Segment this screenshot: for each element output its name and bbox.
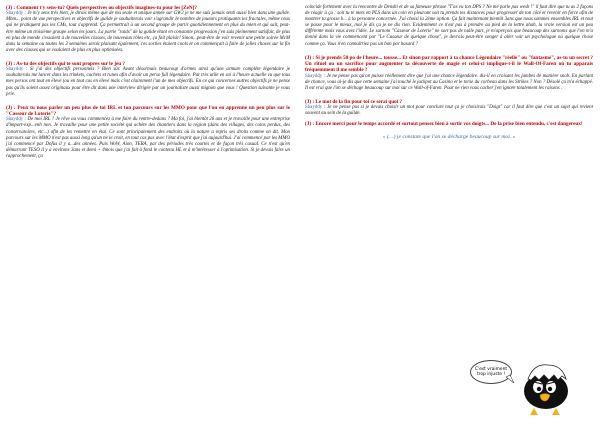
answer-text: : Je ne pense pas qu'on puisse réellement dire que j'ai une chance légendaire. dis-il en croisant les jambes de manière snob. En parlant de chance, vous ai-je dis que cette semaine j'ai touché le jackpot au Casino et le torse du corbeau dans les Strikes ? Non ? Désolé ça m'a échappé. Il est vrai que l'on se déchage beaucoup sur moi sur ce Wall-of-Faren. Pour ne rien vous cacher j'en ignore totalement les raisons .	[305, 73, 593, 91]
right-column	[305, 5, 593, 141]
answer-3-continued: coïncide fortement avec la rencontre de Denshi et de sa fameuse phrase "T'as vu ton DPS ? Ne me parle pas wesh !" il faut dire que tu as 2 façons de réagir à ça : soit tu te mets en PLS dans un coin en pleurant soit tu prends tes distances pour progresser de ton côté et revenir en force afin de montrer ta grosse b... à la personne concernée. J'ai choisi la 2ème option. Ça fait maintenant bientôt 3ans que nous sommes ensembles IRL et tout se passe pour le mieux, moi je dis ça je ne dis rien. Evidemment ce n'est pas à prendre au pied de la lettre ahah, la vraie version est un peu différente mais vous avez l'idée. Le surnom "Casseur de Loterie" ne sort pas de nulle part, je m'aperçois que beaucoup des surnoms que l'on m'a donné dans la vie commencent par "Le Casseur de quelque chose", je devrais peut-être songer à aller voir un psychologue ou quelque chose comme ça. Vous n'en connaîtriez pas un bon par hasard ?	[305, 5, 593, 47]
answer-text: : Je ne pense pas si je devais choisir un mot pour conclure tout ça je choisirais "Doigt" car il faut dire que c'est un sujet qui revient souvent au sein de la guilde.	[305, 105, 593, 117]
question-2: (J) : As-tu des objectifs qui te sont propres sur le jeu ?	[6, 60, 126, 67]
question-4: (J) : Si je prends 50 po de l'heure... tousse... Et sinon par rapport à ta chance Légendaire "réelle" ou "fantasmé", as-tu un secret ? Un rituel ou un sacrifice pour augmenter ta découverte de magie et celui-ci implique-t-il le Wall-Of-Faren où tu apparais fréquemment il me semble ?	[305, 54, 593, 74]
speaker-name: Shayddy	[6, 67, 24, 73]
question-3: (J) : Peux tu nous parler un peu plus de toi IRL et ton parcours sur les MMO pour que l'on en apprenne un peu plus sur le "Casseur de Loterie"?	[6, 104, 290, 118]
answer-2	[6, 67, 290, 97]
answer-text: : De moi IRL ? Je rêve ou vous commencez à me faire du rentre-dedans ? Ma foi, j'ai bientôt 26 ans et je travaille pour une entreprise d'import-exp...enh non. Je travaille pour une petite société qui achète des chantiers dans la région (dans des villages, des coins perdus, des conservatoires, etc...) afin de les remettre en état. Ce sont principalement des endroits où la nature a repris ses droits comme on dit. Mon parcours sur les MMO n'est pas aussi long qu'un ne le croit, en tout cas pas avec l'état d'esprit que j'ai aujourd'hui. J'ai commencé par les MMO j'ai commencé par Dofus il y a...des années. Puis WoW, Aion, TERA, par des périodes très courtes et de façon très casual. Ce n'est qu'en démarrant TESO il y a environs 3ans et demi + 4mois que j'ai fait à fond le contenu HL et à m'intéresser à l'optimisation. Si je devais faire un rapprochement, ça	[6, 117, 290, 159]
answer-text: : Si j'ai des objectifs personnels ? Bien sûr. Avant désormais beaucoup d'armes ainsi qu'une armure complète légendaire je souhaiterais me lancer dans les trinkets, cachets et runes afin d'avoir un perso full légendaire. Par très utile en soi à l'heure actuelle vu que tous mes persos ont tout en élevé (ou en tout cas en élevé mais c'est clairement l'un de mes objectifs. En ce qui concernes autres objectifs je ne pense pas qu'ils soient assez originaux pour être dit dans une interview dirigée par un journaliste aussi mignon que vous ! Question suivante je vous prie.	[6, 67, 290, 97]
bubble-line-2: trop injuste !	[476, 372, 506, 377]
answer-4	[305, 74, 593, 92]
left-column	[6, 5, 290, 160]
question-1: (J) : Comment t'y sens-tu? Quels perspectives ou objectifs imagines-tu pour les [ZeN]?	[6, 5, 197, 11]
speaker-name: Shayddy	[6, 11, 24, 17]
calimero-illustration	[470, 353, 590, 421]
calimero-chick-icon	[504, 353, 588, 421]
answer-1	[6, 11, 290, 54]
question-5: (J) : Le mot de la fin pour toi ce serai quoi ?	[305, 98, 403, 105]
answer-text: : Je m'y sens très bien, je dirais même que de ma seule et unique année sur GW2 je ne me suis jamais senti aussi bien dans une guilde. Mhm... point de vue perspectives et objectifs de guilde je souhaiterais voir s'agrandir le nombre de joueurs pratiquants les fractales, même ceux qui ne pratiquent pas les CMs, tout s'apprend. Ça permettrait à un second groupe de partir quotidiennement en plus du mien et qui sait, peut-être même un troisième groupe selon les jours. La partie "raids" de la guilde étant en constante progression j'en suis pleinement satisfait, de plus en plus de monde s'essaient à de nouvelles classes, de nouveaux rôles etc, ça fait plaisir! Sinon...peut-être de voir revenir une petite soirée McM dans la semaine ou toutes les 2 semaines serait plaisant également, ces sorties étaient cools et on commençait à faire de jolies choses sur la fin avec des classes qui se voulaient de plus en plus optimisées.	[6, 11, 290, 53]
speaker-name: Shayddy	[6, 117, 24, 123]
speaker-name: Shayddy	[305, 73, 323, 79]
bubble-line-1: C'est vraiment	[474, 366, 508, 372]
answer-3	[6, 117, 290, 160]
answer-5	[305, 105, 593, 117]
speaker-name: Shayddy	[305, 105, 323, 111]
question-6: (J) : Encore merci pour le temps accordé et surtout pensez bien à sortir vos doigts... De la prise bien entendu, c'est dangereux!	[305, 121, 583, 128]
pull-quote: « (…) je constate que l'on se décharge beaucoup sur moi. »	[382, 133, 516, 140]
